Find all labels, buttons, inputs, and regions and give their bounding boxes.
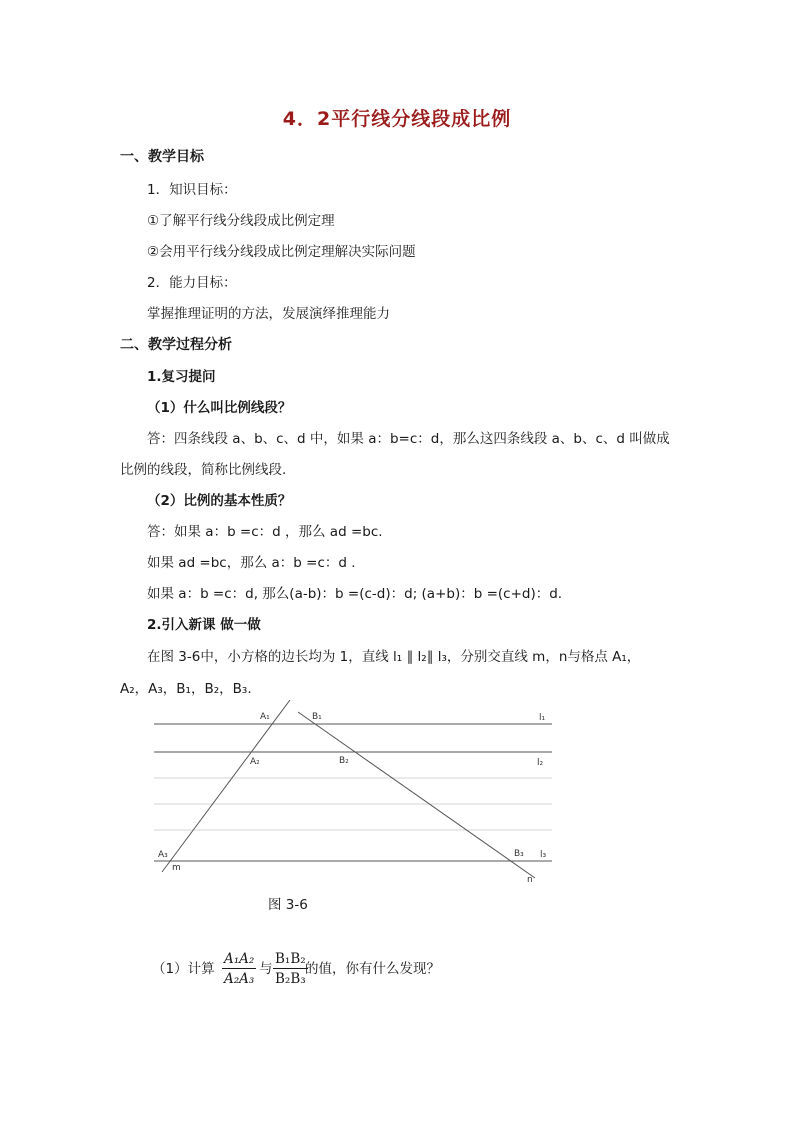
question-and: 与	[259, 961, 273, 977]
section-heading-process: 二、教学过程分析	[120, 337, 232, 353]
intro-line-1: 在图 3-6中，小方格的边长均为 1，直线 l₁ ∥ l₂∥ l₃，分别交直线 m，n与格点 A₁，	[147, 649, 641, 665]
ability-goal-1: 掌握推理证明的方法，发展演绎推理能力	[147, 306, 390, 322]
label-m: m	[172, 863, 181, 873]
figure-parallel-lines	[140, 700, 560, 890]
intro-line-2: A₂，A₃，B₁，B₂，B₃.	[120, 681, 252, 697]
label-A3: A₃	[158, 850, 168, 860]
knowledge-goal-label: 1．知识目标：	[147, 182, 237, 198]
label-B2: B₂	[339, 756, 349, 766]
fraction-b	[273, 950, 308, 989]
fraction-b-numerator: B₁B₂	[275, 951, 306, 967]
new-lesson-heading: 2.引入新课 做一做	[147, 617, 261, 633]
section-heading-goals: 一、教学目标	[120, 149, 204, 165]
label-A2: A₂	[250, 757, 260, 767]
fraction-b-denominator: B₂B₃	[275, 971, 306, 987]
question-1: （1）什么叫比例线段？	[147, 400, 292, 416]
answer-2-line-1: 答：如果 a：b =c：d ，那么 ad =bc.	[147, 524, 383, 540]
question-2: （2）比例的基本性质？	[147, 493, 292, 509]
line-n	[298, 712, 535, 878]
label-A1: A₁	[260, 712, 270, 722]
parallel-lines	[154, 724, 552, 861]
fraction-a-numerator: A₁A₂	[224, 951, 255, 967]
answer-2-line-3: 如果 a：b =c：d, 那么(a-b)：b =(c-d)：d; (a+b)：b =(c+d)：d.	[147, 586, 563, 602]
fraction-a-denominator: A₂A₃	[224, 971, 255, 987]
figure-caption: 图 3-6	[268, 897, 308, 913]
line-m	[162, 700, 290, 872]
label-l1: l₁	[539, 713, 546, 723]
knowledge-goal-1: ①了解平行线分线段成比例定理	[147, 213, 335, 229]
answer-1-line-1: 答：四条线段 a、b、c、d 中，如果 a：b=c：d，那么这四条线段 a、b、c、d 叫做成	[147, 431, 670, 447]
ability-goal-label: 2．能力目标：	[147, 275, 237, 291]
label-l2: l₂	[537, 758, 544, 768]
label-l3: l₃	[540, 850, 547, 860]
question-prefix: （1）计算	[152, 961, 215, 977]
answer-2-line-2: 如果 ad =bc，那么 a：b =c：d .	[147, 555, 356, 571]
label-n: n	[527, 875, 533, 885]
knowledge-goal-2: ②会用平行线分线段成比例定理解决实际问题	[147, 244, 416, 260]
question-suffix: 的值，你有什么发现？	[305, 961, 440, 977]
review-heading: 1.复习提问	[147, 369, 216, 385]
grid-lines	[154, 778, 552, 830]
page-title: 4．2平行线分线段成比例	[282, 108, 512, 130]
label-B1: B₁	[312, 712, 322, 722]
fraction-a	[222, 950, 256, 989]
answer-1-line-2: 比例的线段，简称比例线段.	[120, 462, 287, 478]
label-B3: B₃	[514, 849, 524, 859]
